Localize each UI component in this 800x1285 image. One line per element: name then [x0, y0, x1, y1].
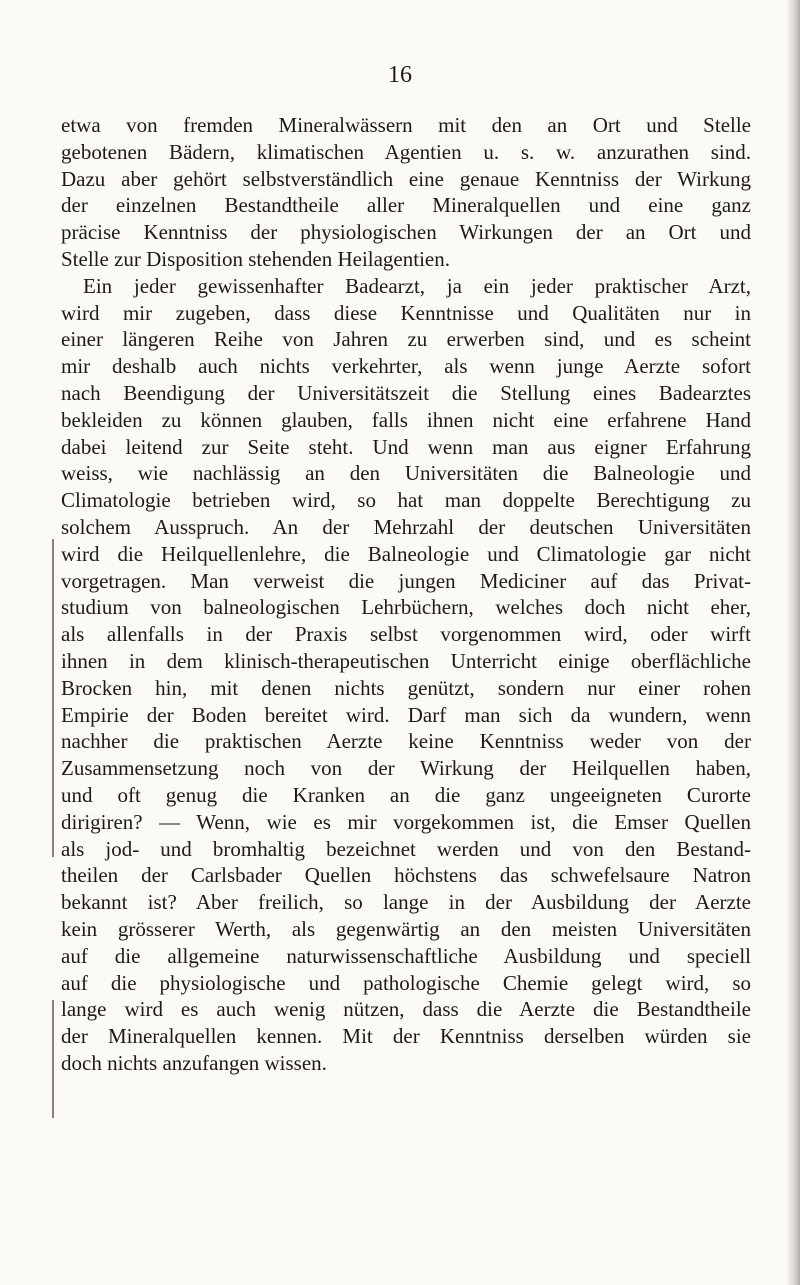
text-line: lange wird es auch wenig nützen, dass die Aerzte die Bestandtheile — [61, 997, 751, 1022]
text-line: bekleiden zu können glauben, falls ihnen nicht eine erfahrene Hand — [61, 407, 751, 432]
text-line: nachher die praktischen Aerzte keine Kenntniss weder von der — [61, 729, 751, 754]
page-number: 16 — [388, 62, 412, 88]
text-line: etwa von fremden Mineralwässern mit den an Ort und Stelle — [61, 113, 751, 137]
text-line: auf die physiologische und pathologische Chemie gelegt wird, so — [61, 970, 751, 995]
text-line: theilen der Carlsbader Quellen höchstens das schwefelsaure Natron — [61, 863, 751, 888]
text-line: mir deshalb auch nichts verkehrter, als wenn junge Aerzte sofort — [61, 354, 751, 379]
text-line: wird mir zugeben, dass diese Kenntnisse und Qualitäten nur in — [61, 300, 751, 325]
text-line: als jod- und bromhaltig bezeichnet werden und von den Bestand- — [61, 836, 751, 861]
text-line: nach Beendigung der Universitätszeit die Stellung eines Badearztes — [61, 380, 751, 405]
text-line: ihnen in dem klinisch-therapeutischen Unterricht einige oberflächliche — [61, 648, 751, 673]
text-line: studium von balneologischen Lehrbüchern, welches doch nicht eher, — [61, 595, 751, 620]
text-line: der Mineralquellen kennen. Mit der Kenntniss derselben würden sie — [61, 1024, 751, 1049]
text-line: Ein jeder gewissenhafter Badearzt, ja ein jeder praktischer Arzt, — [83, 273, 751, 298]
text-line: dabei leitend zur Seite steht. Und wenn man aus eigner Erfahrung — [61, 434, 751, 459]
margin-pencil-mark — [52, 539, 54, 857]
text-line: auf die allgemeine naturwissenschaftliche Ausbildung und speciell — [61, 943, 751, 968]
text-line: präcise Kenntniss der physiologischen Wirkungen der an Ort und — [61, 220, 751, 245]
text-line: dirigiren? — Wenn, wie es mir vorgekommen ist, die Emser Quellen — [61, 809, 751, 834]
text-line: Empirie der Boden bereitet wird. Darf man sich da wundern, wenn — [61, 702, 751, 727]
text-line: als allenfalls in der Praxis selbst vorgenommen wird, oder wirft — [61, 622, 751, 647]
page-edge-shadow — [786, 0, 800, 1285]
text-line: gebotenen Bädern, klimatischen Agentien u. s. w. anzurathen sind. — [61, 139, 751, 164]
text-line: Climatologie betrieben wird, so hat man doppelte Berechtigung zu — [61, 488, 751, 513]
text-line: Zusammensetzung noch von der Wirkung der Heilquellen haben, — [61, 756, 751, 781]
text-line: Dazu aber gehört selbstverständlich eine genaue Kenntniss der Wirkung — [61, 166, 751, 191]
body-text — [61, 112, 751, 1077]
margin-pencil-mark — [52, 1000, 54, 1118]
text-line: und oft genug die Kranken an die ganz ungeeigneten Curorte — [61, 782, 751, 807]
text-line: Brocken hin, mit denen nichts genützt, sondern nur einer rohen — [61, 675, 751, 700]
text-line: Stelle zur Disposition stehenden Heilagentien. — [61, 246, 450, 271]
text-line: kein grösserer Werth, als gegenwärtig an den meisten Universitäten — [61, 916, 751, 941]
text-line: einer längeren Reihe von Jahren zu erwerben sind, und es scheint — [61, 327, 751, 352]
text-line: wird die Heilquellenlehre, die Balneologie und Climatologie gar nicht — [61, 541, 751, 566]
text-line: bekannt ist? Aber freilich, so lange in der Ausbildung der Aerzte — [61, 890, 751, 915]
text-line: weiss, wie nachlässig an den Universitäten die Balneologie und — [61, 461, 751, 486]
text-line: der einzelnen Bestandtheile aller Mineralquellen und eine ganz — [61, 193, 751, 218]
text-line: solchem Ausspruch. An der Mehrzahl der deutschen Universitäten — [61, 514, 751, 539]
text-line: vorgetragen. Man verweist die jungen Mediciner auf das Privat- — [61, 568, 751, 593]
text-line: doch nichts anzufangen wissen. — [61, 1050, 327, 1075]
